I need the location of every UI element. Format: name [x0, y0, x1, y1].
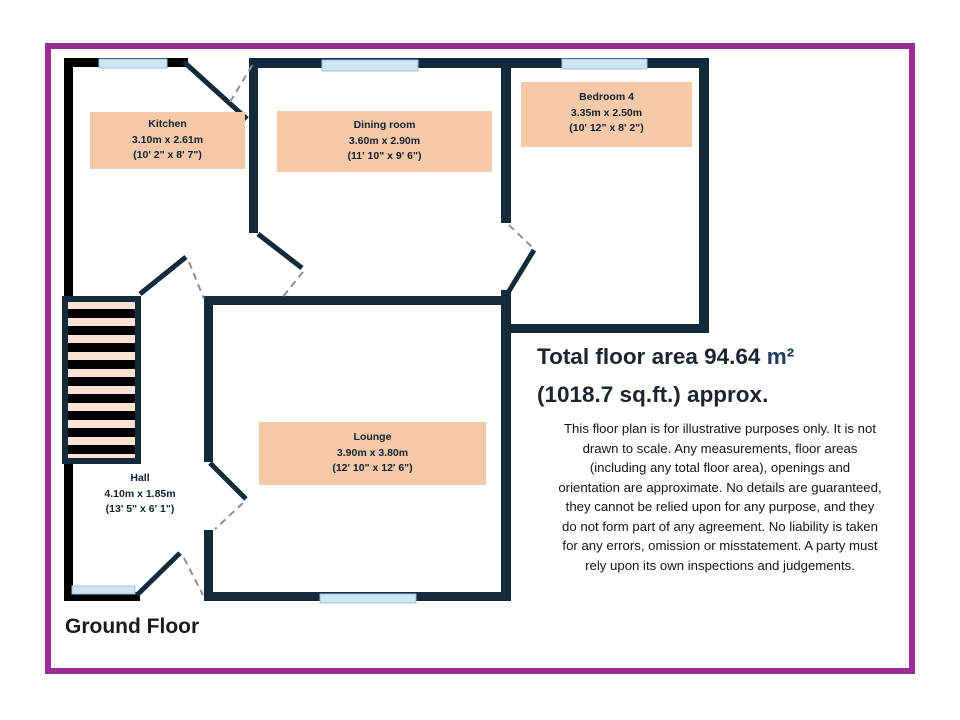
window-hall [72, 586, 135, 594]
total-area-unit: m² [766, 344, 795, 369]
wall-lounge-left-upper [204, 296, 213, 462]
window-lounge [320, 594, 416, 603]
total-area-line2: (1018.7 sq.ft.) approx. [537, 382, 769, 407]
disclaimer-line: do not form part of any agreement. No liability is taken [562, 518, 878, 534]
room-label-hall [75, 471, 205, 521]
disclaimer-line: they cannot be relied upon for any purpose, and they [565, 499, 875, 514]
door-leaf-front [137, 553, 180, 595]
door-leaf-bedroom [509, 250, 534, 291]
stair-tread [68, 360, 135, 369]
wall-bedroom-bottom [501, 324, 709, 333]
door-swing-front [184, 558, 203, 595]
disclaimer-line: for any errors, omission or misstatement. A party must [562, 538, 878, 553]
stair-tread [68, 326, 135, 335]
staircase [62, 296, 141, 464]
door-leaf-dining-hall [258, 234, 302, 268]
room-name: Bedroom 4 [579, 91, 634, 103]
wall-kitchen-dining [249, 58, 258, 233]
stair-tread [68, 343, 135, 352]
room-dim-imperial: (13' 5" x 6' 1") [105, 503, 175, 515]
disclaimer-line: drawn to scale. Any measurements, floor areas [582, 440, 858, 456]
room-dim-metric: 4.10m x 1.85m [104, 487, 176, 500]
room-dim-imperial: (10' 12" x 8' 2") [569, 122, 644, 134]
door-leaf-kitchen-hall [140, 257, 186, 294]
total-area-line1 [537, 338, 794, 376]
room-label-bedroom4 [521, 82, 692, 147]
disclaimer-line: rely upon its own inspections and judgements. [585, 557, 855, 573]
total-area-heading [537, 338, 794, 414]
stair-tread [68, 428, 135, 437]
room-dim-metric: 3.10m x 2.61m [131, 133, 204, 146]
wall-lounge-right [501, 290, 511, 601]
stair-tread [68, 309, 135, 318]
door-leaf-lounge [210, 463, 246, 499]
door-swing-dining-hall [281, 272, 303, 299]
stair-tread [68, 394, 135, 403]
room-dim-metric: 3.35m x 2.50m [570, 106, 643, 119]
stair-tread [68, 445, 135, 454]
window-dining [322, 60, 418, 71]
room-label-dining [277, 111, 492, 172]
room-dim-imperial: (11' 10" x 9' 6") [347, 150, 422, 162]
floor-title: Ground Floor [65, 615, 200, 638]
disclaimer-line: (including any total floor area), openings and [589, 460, 851, 475]
door-swing-lounge [215, 503, 243, 529]
door-swing-kitchen-hall [189, 262, 204, 299]
room-name: Kitchen [148, 118, 187, 130]
stair-tread [68, 377, 135, 386]
room-label-lounge [259, 422, 486, 485]
room-name: Lounge [353, 431, 392, 443]
window-kitchen [99, 59, 167, 68]
wall-lounge-top [204, 296, 511, 305]
room-dim-metric: 3.90m x 3.80m [336, 446, 409, 459]
disclaimer-line: orientation are approximate. No details are guaranteed, [558, 479, 882, 495]
disclaimer-text [522, 419, 918, 575]
total-area-value: Total floor area 94.64 [537, 344, 761, 369]
stair-tread [68, 411, 135, 420]
room-name: Dining room [353, 119, 416, 131]
window-bedroom [562, 59, 647, 69]
room-dim-imperial: (10' 2" x 8' 7") [133, 149, 202, 161]
room-dim-metric: 3.60m x 2.90m [348, 134, 421, 147]
room-label-kitchen [90, 112, 245, 169]
door-swing-bedroom [509, 225, 532, 247]
wall-bedroom-right [699, 58, 709, 333]
disclaimer-line: This floor plan is for illustrative purposes only. It is not [564, 421, 876, 436]
room-name: Hall [130, 472, 150, 484]
room-dim-imperial: (12' 10" x 12' 6") [332, 462, 413, 474]
wall-lounge-left-lower [204, 530, 213, 601]
wall-dining-bedroom-upper [501, 58, 511, 223]
